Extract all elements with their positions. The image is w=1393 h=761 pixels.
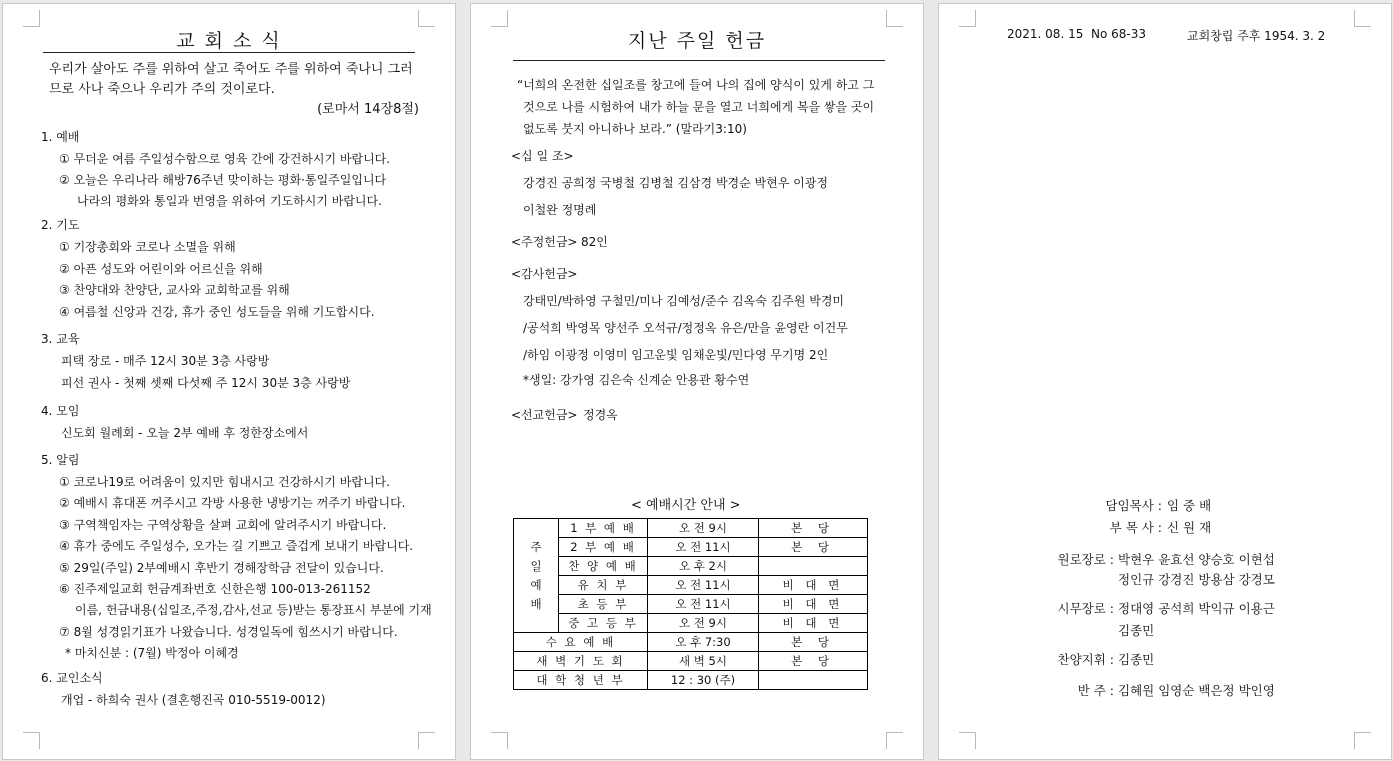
- staff-names: 김종민: [1118, 652, 1155, 667]
- bulletin-number: No 68-33: [1091, 27, 1147, 41]
- list-item: ⑥ 진주제일교회 헌금계좌번호 신한은행 100-013-261152: [59, 582, 371, 596]
- table-row: [514, 614, 868, 633]
- page-church-news: [2, 3, 456, 760]
- list-item: ⑤ 29일(주일) 2부예배시 후반기 경해장학금 전달이 있습니다.: [59, 561, 384, 575]
- table-row: [514, 633, 868, 652]
- sunday-offering-value: 82인: [581, 235, 608, 249]
- mission-offering-label: <선교헌금>: [511, 408, 578, 422]
- list-item: ④ 여름철 신앙과 건강, 휴가 중인 성도들을 위해 기도합시다.: [59, 305, 375, 319]
- service-place: 비 대 면: [759, 576, 868, 595]
- bulletin-date: 2021. 08. 15: [1007, 27, 1084, 41]
- list-item: 이름, 헌금내용(십일조,주정,감사,선교 등)받는 통장표시 부분에 기재: [75, 603, 432, 617]
- thanks-names: 강태민/박하영 구철민/미나 김예성/준수 김옥숙 김주원 박경미: [523, 294, 845, 308]
- list-item: 신도회 월례회 - 오늘 2부 예배 후 정한장소에서: [61, 426, 309, 440]
- section-heading: 6. 교인소식: [41, 671, 103, 685]
- staff-names: 김혜원 임영순 백은정 박인영: [1118, 683, 1275, 698]
- service-name: 대 학 청 년 부: [514, 671, 648, 690]
- staff-names: 김종민: [1118, 623, 1155, 638]
- list-item: ③ 찬양대와 찬양단, 교사와 교회학교를 위해: [59, 283, 290, 297]
- list-item: ① 기장총회와 코로나 소멸을 위해: [59, 240, 236, 254]
- service-time: 12 : 30 (주): [648, 671, 759, 690]
- list-item: 개업 - 하희숙 권사 (결혼행진곡 010-5519-0012): [61, 693, 326, 707]
- table-row: [514, 538, 868, 557]
- staff-role: 찬양지휘 :: [1057, 652, 1114, 667]
- crop-mark: [23, 732, 40, 749]
- list-item: * 마치신분 : (7월) 박정아 이혜경: [65, 646, 239, 660]
- sunday-group-cell: 주일예배: [514, 519, 559, 633]
- worship-schedule-table: [513, 518, 868, 690]
- crop-mark: [418, 10, 435, 27]
- service-name: 중 고 등 부: [559, 614, 648, 633]
- page-title: 지난 주일 헌금: [627, 30, 767, 52]
- service-name: 유 치 부: [559, 576, 648, 595]
- list-item: 피택 장로 - 매주 12시 30분 3층 사랑방: [61, 354, 270, 368]
- crop-mark: [886, 10, 903, 27]
- list-item: ① 무더운 여름 주일성수함으로 영육 간에 강건하시기 바랍니다.: [59, 152, 391, 166]
- service-time: 새 벽 5시: [648, 652, 759, 671]
- service-place: [759, 557, 868, 576]
- schedule-title: < 예배시간 안내 >: [631, 498, 741, 513]
- crop-mark: [1354, 10, 1371, 27]
- list-item: ① 코로나19로 어려움이 있지만 힘내시고 건강하시기 바랍니다.: [59, 475, 390, 489]
- staff-role: 시무장로 :: [1057, 601, 1114, 616]
- staff-names: 임 중 배: [1167, 498, 1212, 513]
- founding-date: 교회창립 주후 1954. 3. 2: [1187, 29, 1326, 43]
- tithe-label: <십 일 조>: [511, 149, 574, 163]
- scripture-verse: [49, 60, 419, 120]
- staff-names: 박현우 윤효선 양승호 이현섭: [1118, 552, 1275, 567]
- table-row: [514, 595, 868, 614]
- scripture-quote: “너희의 온전한 십일조를 창고에 들여 나의 집에 양식이 있게 하고 그것으로 나를 시험하여 내가 하늘 문을 열고 너희에게 복을 쌓을 곳이 없도록 붓지 아니하나 보라.” (말라기3:10): [517, 78, 875, 136]
- page-offering: [470, 3, 924, 760]
- list-item: 피선 권사 - 첫째 셋째 다섯째 주 12시 30분 3층 사랑방: [61, 376, 351, 390]
- mission-offering-value: 정경옥: [583, 408, 618, 422]
- service-name: 초 등 부: [559, 595, 648, 614]
- verse-text: 우리가 살아도 주를 위하여 살고 죽어도 주를 위하여 죽나니 그러므로 사나 죽으나 우리가 주의 것이로다.: [49, 62, 413, 97]
- service-time: 오 전 9시: [648, 614, 759, 633]
- table-row: [514, 576, 868, 595]
- service-name: 찬 양 예 배: [559, 557, 648, 576]
- table-row: [514, 557, 868, 576]
- staff-role: 원로장로 :: [1057, 552, 1114, 567]
- list-item: ④ 휴가 중에도 주일성수, 오가는 길 기쁘고 즐겁게 보내기 바랍니다.: [59, 539, 414, 553]
- service-time: 오 전 9시: [648, 519, 759, 538]
- service-time: 오 후 2시: [648, 557, 759, 576]
- staff-role: 담임목사 :: [1105, 498, 1162, 513]
- service-place: 본 당: [759, 633, 868, 652]
- thanks-offering-label: <감사헌금>: [511, 267, 578, 281]
- staff-names: 정인규 강경진 방용삼 강경모: [1118, 572, 1275, 587]
- service-place: 본 당: [759, 652, 868, 671]
- tithe-names: 강경진 공희정 국병철 김병철 김삼경 박경순 박현우 이광정: [523, 176, 828, 190]
- service-name: 수 요 예 배: [514, 633, 648, 652]
- service-place: 비 대 면: [759, 595, 868, 614]
- table-row: [514, 652, 868, 671]
- staff-names: 정대영 공석희 박익규 이용근: [1118, 601, 1275, 616]
- list-item: ③ 구역책임자는 구역상황을 살펴 교회에 알려주시기 바랍니다.: [59, 518, 387, 532]
- service-place: [759, 671, 868, 690]
- table-row: [514, 671, 868, 690]
- list-item: ⑦ 8월 성경읽기표가 나왔습니다. 성경일독에 힘쓰시기 바랍니다.: [59, 625, 398, 639]
- crop-mark: [959, 732, 976, 749]
- page-title: 교 회 소 식: [176, 30, 282, 52]
- birthday-names: *생일: 강가영 김은숙 신계순 안용관 황수연: [523, 373, 750, 387]
- service-name: 새 벽 기 도 회: [514, 652, 648, 671]
- service-place: 본 당: [759, 519, 868, 538]
- crop-mark: [23, 10, 40, 27]
- crop-mark: [886, 732, 903, 749]
- section-heading: 2. 기도: [41, 218, 80, 232]
- service-time: 오 전 11시: [648, 595, 759, 614]
- service-time: 오 후 7:30: [648, 633, 759, 652]
- service-name: 2 부 예 배: [559, 538, 648, 557]
- verse-reference: (로마서 14장8절): [317, 102, 419, 117]
- service-time: 오 전 11시: [648, 538, 759, 557]
- list-item: ② 예배시 휴대폰 꺼주시고 각방 사용한 냉방기는 꺼주기 바랍니다.: [59, 496, 406, 510]
- title-rule: [513, 60, 885, 61]
- section-heading: 3. 교육: [41, 332, 80, 346]
- table-row: [514, 519, 868, 538]
- staff-role: 반 주 :: [1077, 683, 1114, 698]
- sunday-offering-label: <주정헌금>: [511, 235, 578, 249]
- thanks-names: /공석희 박영목 양선주 오석규/정정옥 유은/만을 윤영란 이건무: [523, 321, 848, 335]
- list-item: ② 오늘은 우리나라 해방76주년 맞이하는 평화·통일주일입니다: [59, 173, 387, 187]
- crop-mark: [418, 732, 435, 749]
- service-place: 비 대 면: [759, 614, 868, 633]
- crop-mark: [959, 10, 976, 27]
- tithe-names: 이철완 정명례: [523, 203, 597, 217]
- section-heading: 4. 모임: [41, 404, 80, 418]
- staff-names: 신 원 재: [1167, 520, 1212, 535]
- crop-mark: [1354, 732, 1371, 749]
- list-item: ② 아픈 성도와 어린이와 어르신을 위해: [59, 262, 263, 276]
- service-time: 오 전 11시: [648, 576, 759, 595]
- crop-mark: [491, 732, 508, 749]
- page-cover-staff: [938, 3, 1392, 760]
- section-heading: 5. 알림: [41, 453, 80, 467]
- list-item: 나라의 평화와 통일과 번영을 위하여 기도하시기 바랍니다.: [77, 194, 382, 208]
- thanks-names: /하임 이광정 이영미 임고운빛 임채운빛/민다영 무기명 2인: [523, 348, 829, 362]
- service-name: 1 부 예 배: [559, 519, 648, 538]
- title-rule: [43, 52, 415, 53]
- crop-mark: [491, 10, 508, 27]
- staff-role: 부 목 사 :: [1109, 520, 1162, 535]
- section-heading: 1. 예배: [41, 130, 80, 144]
- service-place: 본 당: [759, 538, 868, 557]
